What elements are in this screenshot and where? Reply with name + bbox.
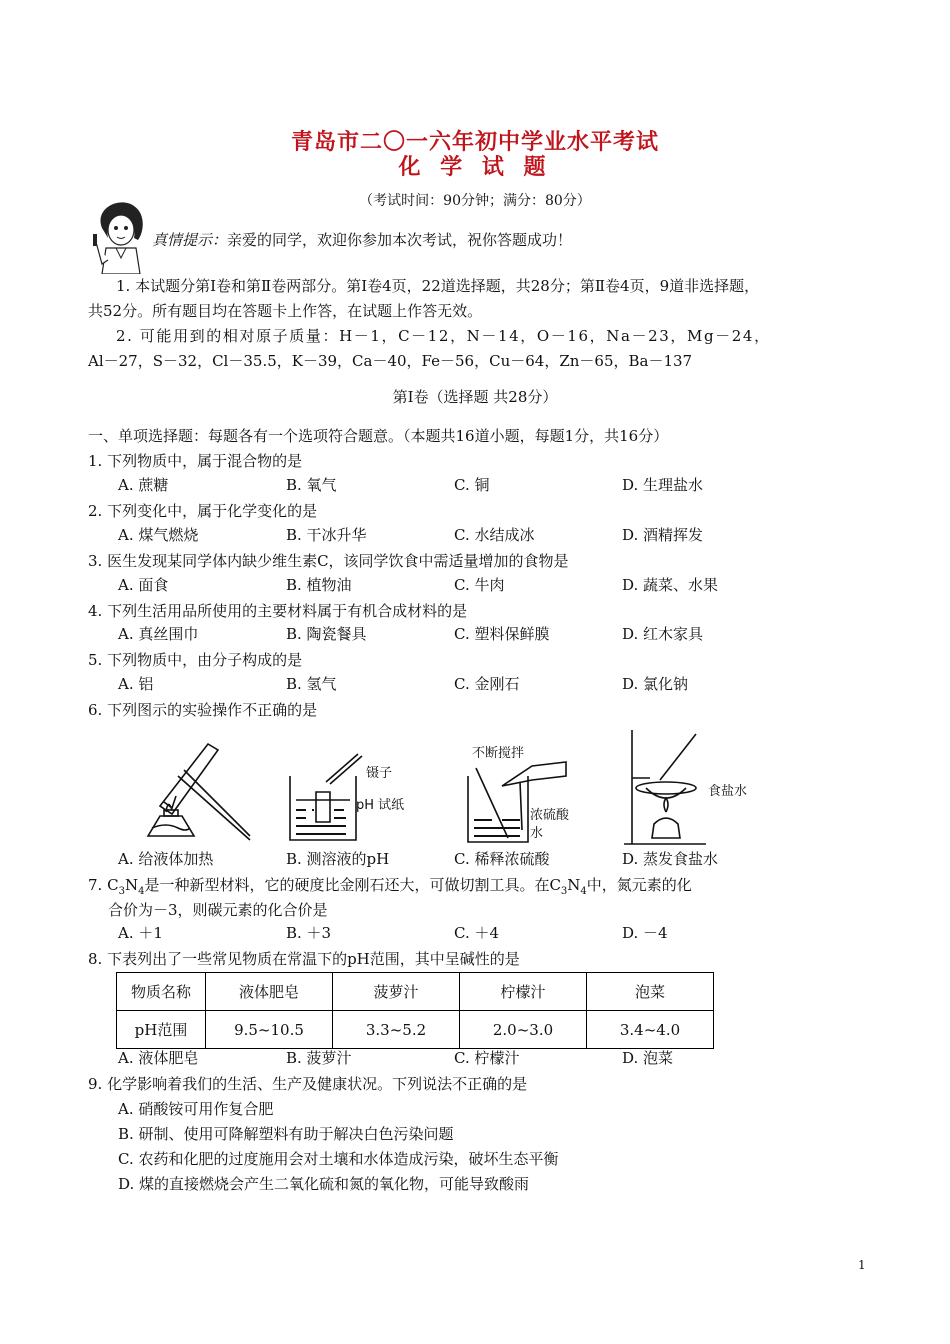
q8-option-b: B. 菠萝汁	[286, 1049, 352, 1067]
q7-option-c: C. ＋4	[454, 924, 500, 942]
q3-option-b: B. 植物油	[286, 576, 352, 594]
note-1-line-2: 共52分。所有题目均在答题卡上作答，在试题上作答无效。	[88, 302, 483, 320]
figure-dilute-acid	[462, 758, 572, 846]
q1-stem: 1. 下列物质中，属于混合物的是	[88, 452, 303, 470]
q7-option-b: B. ＋3	[286, 924, 332, 942]
page-number: 1	[858, 1258, 866, 1272]
tip-label: 真情提示：	[152, 231, 228, 249]
label-acid: 浓硫酸	[530, 808, 570, 823]
q4-option-a: A. 真丝围巾	[118, 625, 199, 643]
table-header-cell: 泡菜	[587, 973, 714, 1011]
label-salt-water: 食盐水	[708, 784, 748, 799]
figure-heating-liquid	[138, 736, 258, 846]
figure-evaporate-salt	[620, 728, 710, 848]
q6-option-a: A. 给液体加热	[118, 850, 214, 868]
q5-option-d: D. 氯化钠	[622, 675, 689, 693]
label-tweezers: 镊子	[366, 766, 393, 781]
q8-option-a: A. 液体肥皂	[118, 1049, 199, 1067]
q4-stem: 4. 下列生活用品所使用的主要材料属于有机合成材料的是	[88, 602, 468, 620]
q9-option-a: A. 硝酸铵可用作复合肥	[118, 1100, 274, 1118]
q5-option-b: B. 氢气	[286, 675, 337, 693]
table-cell: 3.4~4.0	[587, 1011, 714, 1049]
q1-option-c: C. 铜	[454, 476, 490, 494]
section-title: 第Ⅰ卷（选择题 共28分）	[392, 388, 558, 406]
part1-intro: 一、单项选择题：每题各有一个选项符合题意。（本题共16道小题，每题1分，共16分）	[88, 427, 669, 445]
exam-time: （考试时间：90分钟；满分：80分）	[359, 193, 591, 209]
q9-option-c: C. 农药和化肥的过度施用会对土壤和水体造成污染，破坏生态平衡	[118, 1150, 559, 1168]
student-avatar-icon	[90, 198, 152, 274]
q1-option-b: B. 氧气	[286, 476, 337, 494]
tip-text: 亲爱的同学，欢迎你参加本次考试，祝你答题成功！	[227, 231, 573, 249]
q4-option-b: B. 陶瓷餐具	[286, 625, 367, 643]
q7-option-a: A. ＋1	[118, 924, 163, 942]
q4-option-c: C. 塑料保鲜膜	[454, 625, 550, 643]
q8-option-d: D. 泡菜	[622, 1049, 674, 1067]
q8-stem: 8. 下表列出了一些常见物质在常温下的pH范围，其中呈碱性的是	[88, 950, 520, 968]
q1-option-d: D. 生理盐水	[622, 476, 704, 494]
q9-option-d: D. 煤的直接燃烧会产生二氧化硫和氮的氧化物，可能导致酸雨	[118, 1175, 530, 1193]
q1-option-a: A. 蔗糖	[118, 476, 169, 494]
q3-option-d: D. 蔬菜、水果	[622, 576, 719, 594]
q6-stem: 6. 下列图示的实验操作不正确的是	[88, 701, 318, 719]
q6-option-b: B. 测溶液的pH	[286, 850, 390, 868]
q3-option-a: A. 面食	[118, 576, 169, 594]
table-row	[117, 973, 714, 1011]
q7-stem-line-2: 合价为－3，则碳元素的化合价是	[108, 901, 328, 919]
label-water: 水	[530, 826, 544, 841]
label-ph-paper: pH 试纸	[356, 798, 405, 813]
table-header-cell: 菠萝汁	[333, 973, 460, 1011]
q2-option-d: D. 酒精挥发	[622, 526, 704, 544]
figure-ph-test	[286, 752, 366, 844]
note-2-line-2: Al－27，S－32，Cl－35.5，K－39，Ca－40，Fe－56，Cu－64，Zn－65，Ba－137	[88, 352, 693, 370]
note-1-line-1: 1. 本试题分第Ⅰ卷和第Ⅱ卷两部分。第Ⅰ卷4页，22道选择题，共28分；第Ⅱ卷4页，9道非选择题，	[116, 277, 760, 295]
table-header-cell: 液体肥皂	[206, 973, 333, 1011]
q7-option-d: D. －4	[622, 924, 668, 942]
q9-option-b: B. 研制、使用可降解塑料有助于解决白色污染问题	[118, 1125, 454, 1143]
q3-stem: 3. 医生发现某同学体内缺少维生素C，该同学饮食中需适量增加的食物是	[88, 552, 569, 570]
exam-subtitle: 化 学 试 题	[398, 154, 552, 180]
table-row	[117, 1011, 714, 1049]
q3-option-c: C. 牛肉	[454, 576, 505, 594]
q7-stem-line-1: 7. $C_3N_4$是一种新型材料，它的硬度比金刚石还大，可做切割工具。在$C_3N_4$中，氮元素的化	[88, 876, 692, 897]
q5-option-a: A. 铝	[118, 675, 154, 693]
table-header-cell: 物质名称	[117, 973, 206, 1011]
table-cell: 2.0~3.0	[460, 1011, 587, 1049]
q2-option-c: C. 水结成冰	[454, 526, 535, 544]
q6-option-c: C. 稀释浓硫酸	[454, 850, 550, 868]
table-header-cell: 柠檬汁	[460, 973, 587, 1011]
q4-option-d: D. 红木家具	[622, 625, 704, 643]
q2-stem: 2. 下列变化中，属于化学变化的是	[88, 502, 318, 520]
table-cell: pH范围	[117, 1011, 206, 1049]
q8-option-c: C. 柠檬汁	[454, 1049, 520, 1067]
q2-option-b: B. 干冰升华	[286, 526, 367, 544]
q5-option-c: C. 金刚石	[454, 675, 520, 693]
q2-option-a: A. 煤气燃烧	[118, 526, 199, 544]
tip-line	[152, 229, 572, 250]
table-cell: 3.3~5.2	[333, 1011, 460, 1049]
ph-table	[116, 972, 714, 1049]
q6-option-d: D. 蒸发食盐水	[622, 850, 719, 868]
q5-stem: 5. 下列物质中，由分子构成的是	[88, 651, 303, 669]
label-stir: 不断搅拌	[472, 746, 525, 761]
exam-title: 青岛市二〇一六年初中学业水平考试	[290, 129, 659, 155]
q9-stem: 9. 化学影响着我们的生活、生产及健康状况。下列说法不正确的是	[88, 1075, 528, 1093]
table-cell: 9.5~10.5	[206, 1011, 333, 1049]
note-2-line-1: 2. 可能用到的相对原子质量：H－1，C－12，N－14，O－16，Na－23，Mg－24，	[116, 327, 771, 345]
